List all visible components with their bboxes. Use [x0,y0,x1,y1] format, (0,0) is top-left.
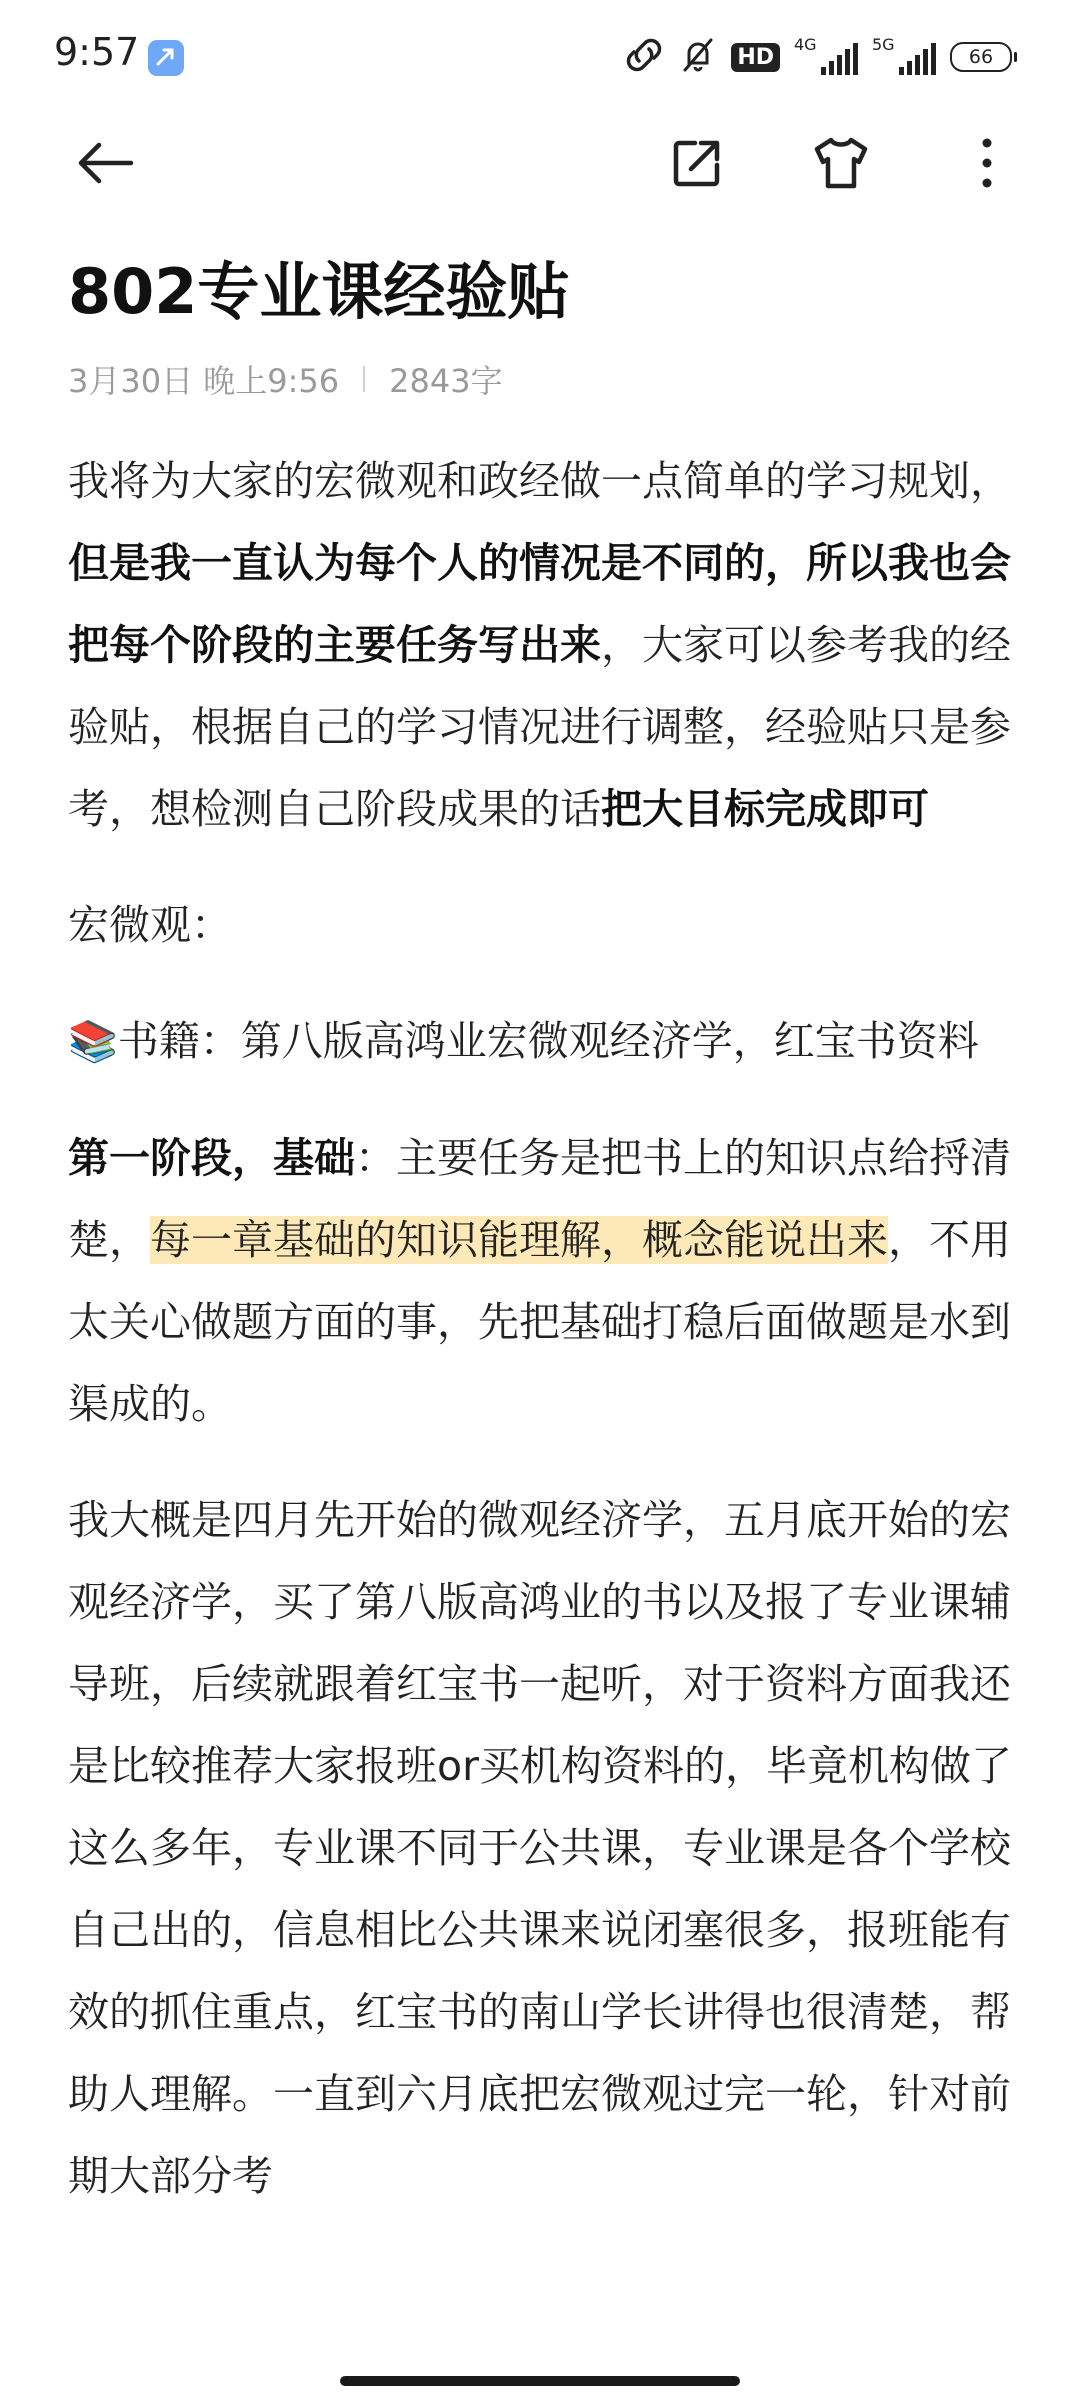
theme-button[interactable] [806,130,876,200]
page-title: 802专业课经验贴 [68,255,570,328]
status-time: 9:57 [54,30,140,74]
link-icon [623,37,665,77]
highlighted-text: 每一章基础的知识能理解，概念能说出来 [150,1216,888,1264]
top-toolbar [0,110,1080,220]
hd-voice-badge: HD [731,43,780,72]
more-button[interactable] [952,130,1022,200]
text-span: 我将为大家的宏微观和政经做一点简单的学习规划， [68,457,1011,505]
paragraph-section-heading[interactable] [68,884,1012,966]
bold-text: 把大目标完成即可 [601,785,929,833]
app-notification-icon [148,40,184,76]
mute-bell-icon [679,36,717,78]
share-button[interactable] [662,130,732,200]
share-out-icon [669,135,725,195]
gesture-bar[interactable] [340,2376,740,2386]
article [68,250,1012,2251]
arrow-left-icon [73,139,137,191]
signal-5g-label: 5G [872,35,895,54]
paragraph-intro[interactable] [68,440,1012,850]
text-span: ，大家可以参考我的经验贴，根据自己的学习情况进行调整，经验贴只是参考，想检测自己阶段成果的话 [68,621,1011,833]
word-count: 2843字 [389,362,503,400]
more-vertical-icon [979,136,995,194]
back-button[interactable] [70,130,140,200]
text-span: 书籍：第八版高鸿业宏微观经济学，红宝书资料 [117,1017,979,1065]
signal-5g-icon [872,37,936,77]
meta-divider [363,366,365,392]
paragraph-stage-one[interactable] [68,1117,1012,1445]
article-date: 3月30日 晚上9:56 [68,362,340,400]
paragraph-books[interactable] [68,1000,1012,1083]
text-span: 宏微观： [68,901,232,949]
status-bar [0,0,1080,110]
text-span: 我大概是四月先开始的微观经济学，五月底开始的宏观经济学，买了第八版高鸿业的书以及报了专业课辅导班，后续就跟着红宝书一起听，对于资料方面我还是比较推荐大家报班or买机构资料的，毕竟机构做了这么多年，专业课不同于公共课，专业课是各个学校自己出的，信息相比公共课来说闭塞很多，报班能有效的抓住重点，红宝书的南山学长讲得也很清楚，帮助人理解。一直到六月底把宏微观过完一轮，针对前期大部分考 [68,1496,1012,2200]
article-body [68,440,1012,2217]
battery-icon: 66 [950,42,1012,72]
bold-text: 但是我一直认为每个人的情况是不同的，所以我也会把每个阶段的主要任务写出来 [68,539,1011,669]
article-meta [68,356,1012,402]
text-span: ，不用太关心做题方面的事，先把基础打稳后面做题是水到渠成的。 [68,1216,1011,1428]
books-icon: 📚 [68,1019,118,1065]
bold-text: 第一阶段，基础 [68,1134,355,1182]
paragraph-experience[interactable] [68,1479,1012,2217]
signal-4g-icon [794,37,858,77]
tshirt-icon [811,135,871,195]
text-span: ：主要任务是把书上的知识点给捋清楚， [68,1134,1011,1264]
signal-4g-label: 4G [794,35,817,54]
